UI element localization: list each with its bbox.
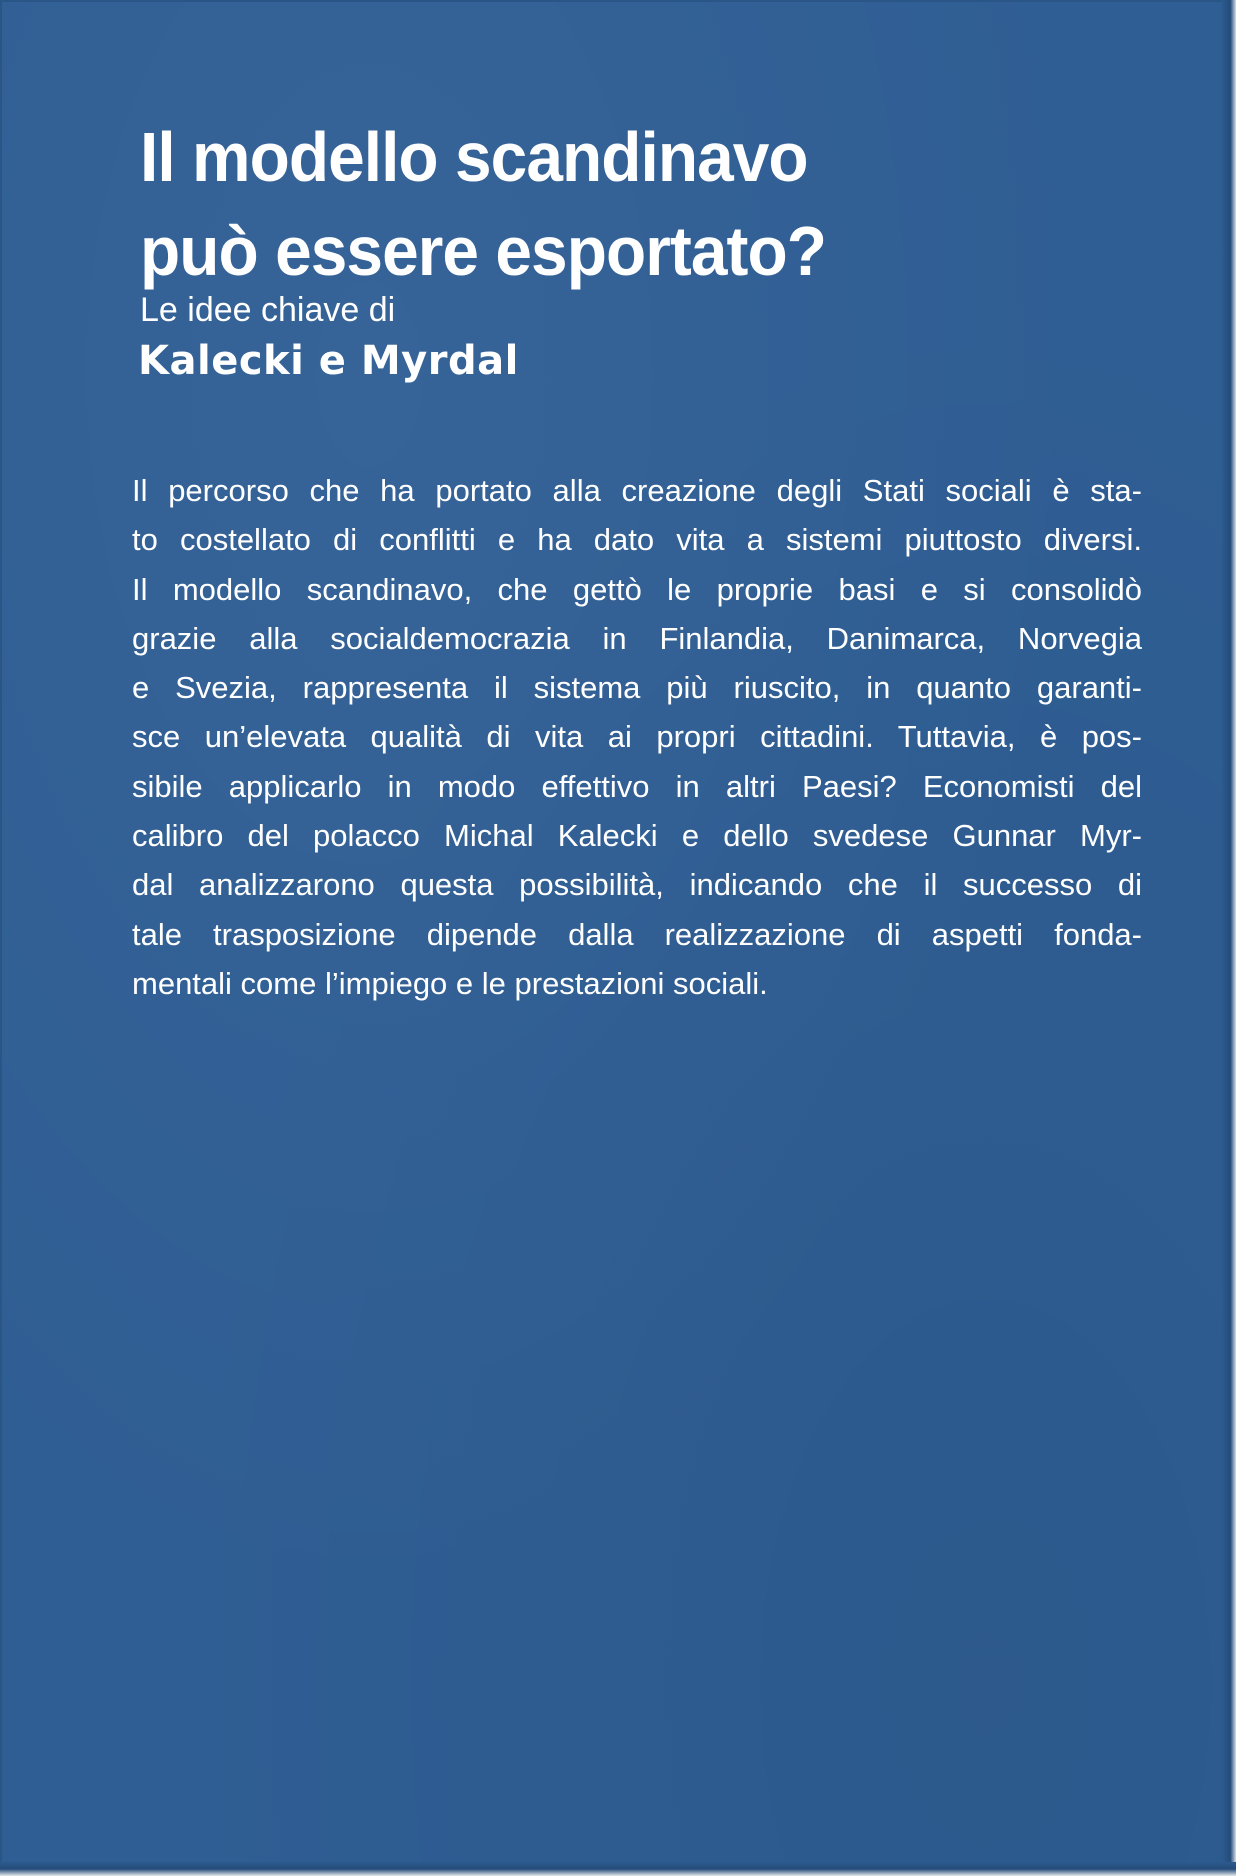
cover-right-edge xyxy=(1222,0,1236,1870)
blurb-line: Il percorso che ha portato alla creazione degli Stati sociali è sta- xyxy=(132,473,1142,508)
cover-bottom-edge xyxy=(0,1862,1236,1876)
blurb-line: Il modello scandinavo, che gettò le proprie basi e si consolidò xyxy=(132,571,1142,607)
blurb-line: e Svezia, rappresenta il sistema più riuscito, in quanto garanti- xyxy=(132,670,1142,706)
book-title xyxy=(140,110,1080,298)
blurb-line: mentali come l’impiego e le prestazioni sociali. xyxy=(132,965,768,1001)
blurb-line: grazie alla socialdemocrazia in Finlandia, Danimarca, Norvegia xyxy=(132,620,1142,656)
subtitle: Le idee chiave di xyxy=(140,291,396,329)
blurb-line: dal analizzarono questa possibilità, indicando che il successo di xyxy=(132,867,1142,903)
title-line-2: può essere esportato? xyxy=(140,212,826,290)
blurb-line: sibile applicarlo in modo effettivo in altri Paesi? Economisti del xyxy=(132,768,1142,804)
blurb-line: to costellato di conflitti e ha dato vita a sistemi piuttosto diversi. xyxy=(132,522,1142,558)
blurb-line: tale trasposizione dipende dalla realizzazione di aspetti fonda- xyxy=(132,916,1142,952)
authors: Kalecki e Myrdal xyxy=(138,338,519,384)
blurb-line: calibro del polacco Michal Kalecki e dello svedese Gunnar Myr- xyxy=(132,818,1142,854)
title-line-1: Il modello scandinavo xyxy=(140,118,808,196)
blurb-paragraph xyxy=(132,466,1142,1008)
blurb-line: sce un’elevata qualità di vita ai propri cittadini. Tuttavia, è pos- xyxy=(132,719,1142,755)
